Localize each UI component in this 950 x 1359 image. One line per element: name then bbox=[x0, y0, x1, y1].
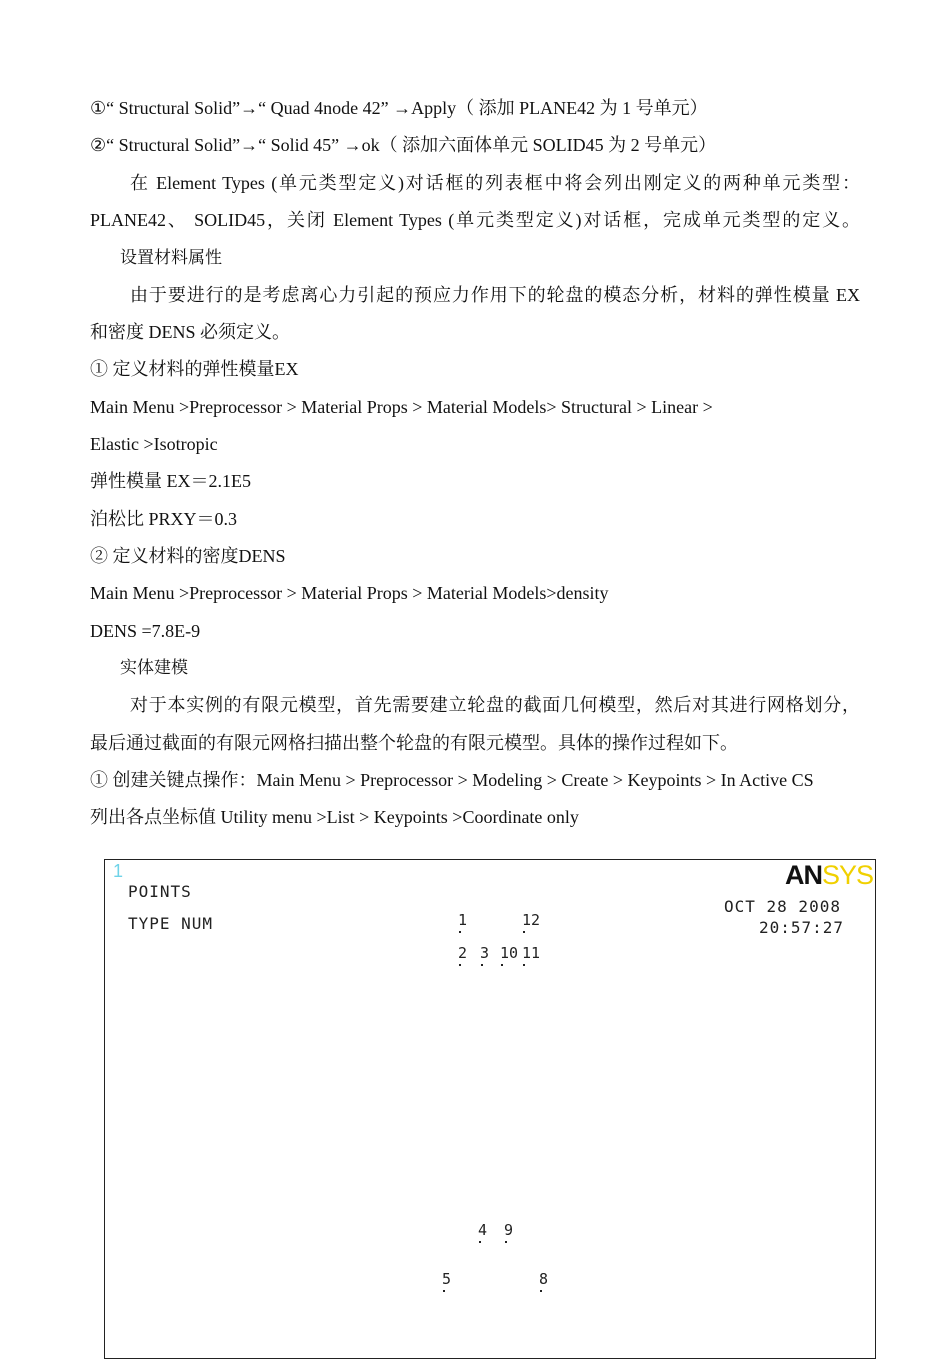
ansys-logo: ANSYS bbox=[784, 860, 873, 890]
keypoint-label: 5 bbox=[442, 1270, 452, 1288]
keypoint-label: 9 bbox=[504, 1221, 514, 1239]
paragraph-line: 由于要进行的是考虑离心力引起的预应力作用下的轮盘的模态分析，材料的弹性模量 EX bbox=[130, 285, 860, 305]
section-heading: 设置材料属性 bbox=[120, 248, 222, 268]
keypoint-label: 2 bbox=[458, 944, 468, 962]
keypoint-label: 10 bbox=[500, 944, 519, 962]
parameter-line: 泊松比 PRXY＝0.3 bbox=[90, 509, 238, 529]
keypoint-label: 3 bbox=[480, 944, 490, 962]
plot-time: 20:57:27 bbox=[759, 918, 845, 937]
parameter-line: DENS =7.8E-9 bbox=[90, 621, 201, 641]
paragraph-line: 在 Element Types (单元类型定义)对话框的列表框中将会列出刚定义的两种单元类型： bbox=[130, 173, 860, 193]
step-line: ① 创建关键点操作：Main Menu > Preprocessor > Modeling > Create > Keypoints > In Active CS bbox=[90, 770, 814, 790]
paragraph-line: 最后通过截面的有限元网格扫描出整个轮盘的有限元模型。具体的操作过程如下。 bbox=[90, 733, 738, 753]
keypoint-label: 8 bbox=[539, 1270, 549, 1288]
parameter-line: 弹性模量 EX＝2.1E5 bbox=[90, 471, 251, 491]
step-line: ② 定义材料的密度DENS bbox=[90, 546, 286, 566]
window-number: 1 bbox=[113, 861, 124, 881]
menu-path: 列出各点坐标值 Utility menu >List > Keypoints >Coordinate only bbox=[90, 807, 579, 827]
menu-path: Main Menu >Preprocessor > Material Props > Material Models> Structural > Linear > bbox=[90, 397, 713, 417]
paragraph-line: 对于本实例的有限元模型，首先需要建立轮盘的截面几何模型，然后对其进行网格划分， bbox=[130, 695, 860, 715]
menu-path: Elastic >Isotropic bbox=[90, 434, 218, 454]
keypoint-label: 11 bbox=[522, 944, 541, 962]
ansys-keypoints-plot bbox=[104, 859, 876, 1359]
plot-subtitle: TYPE NUM bbox=[128, 914, 214, 933]
paragraph-line: PLANE42、 SOLID45，关闭 Element Types (单元类型定义)对话框，完成单元类型的定义。 bbox=[90, 210, 860, 230]
plot-title: POINTS bbox=[128, 882, 192, 901]
step-line: ① 定义材料的弹性模量EX bbox=[90, 359, 299, 379]
text-line: ②“ Structural Solid”→“ Solid 45” →ok（ 添加六面体单元 SOLID45 为 2 号单元） bbox=[90, 135, 717, 155]
keypoint-label: 4 bbox=[478, 1221, 488, 1239]
section-heading: 实体建模 bbox=[120, 658, 188, 678]
menu-path: Main Menu >Preprocessor > Material Props > Material Models>density bbox=[90, 583, 609, 603]
paragraph-line: 和密度 DENS 必须定义。 bbox=[90, 322, 291, 342]
plot-date: OCT 28 2008 bbox=[724, 897, 841, 916]
keypoint-label: 1 bbox=[458, 911, 468, 929]
keypoint-label: 12 bbox=[522, 911, 541, 929]
text-line: ①“ Structural Solid”→“ Quad 4node 42” →Apply（ 添加 PLANE42 为 1 号单元） bbox=[90, 98, 708, 118]
